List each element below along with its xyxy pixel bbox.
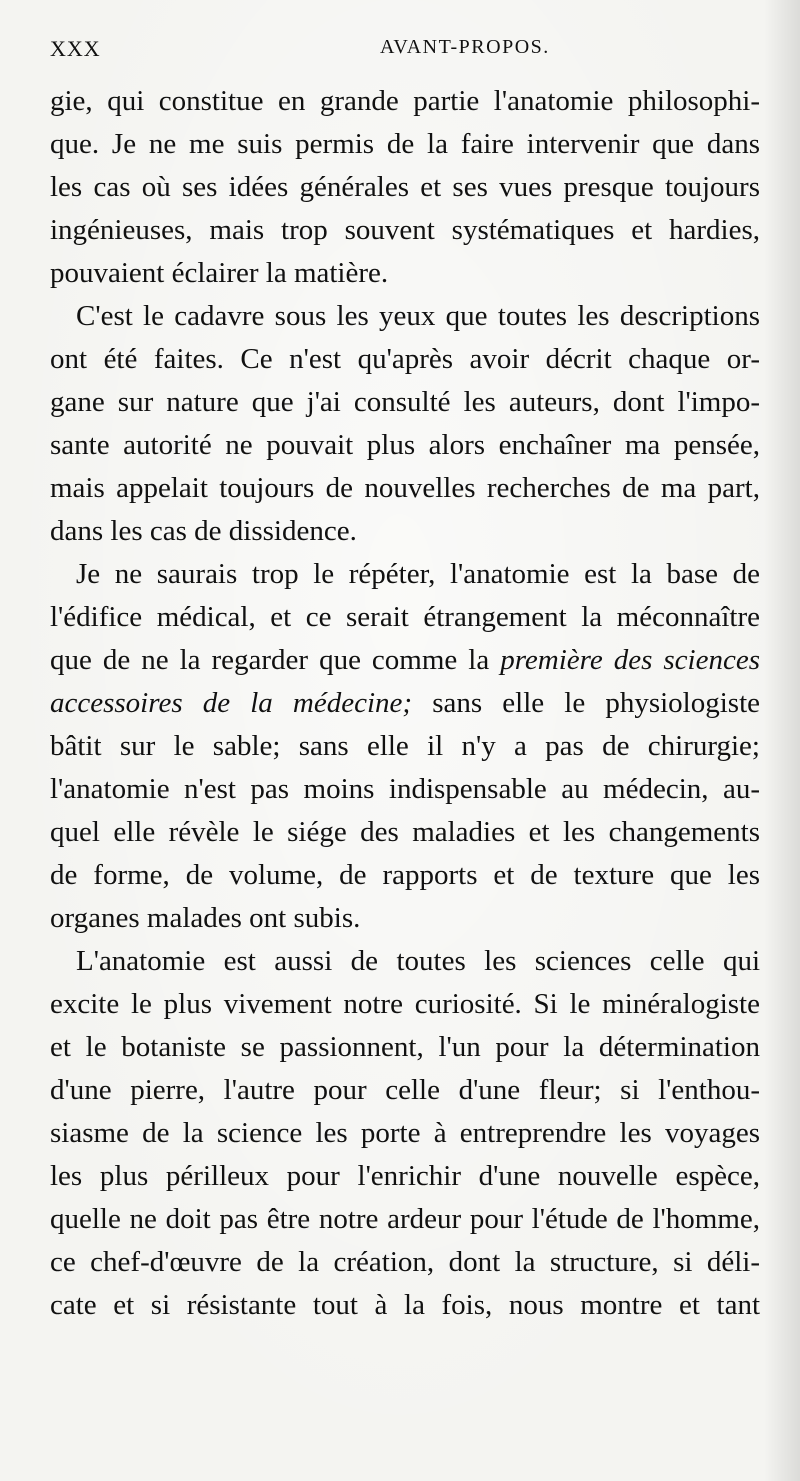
text-line: que de ne la regarder que comme la première des sciences — [50, 644, 760, 676]
italic-phrase: première des sciences — [500, 644, 760, 676]
page-edge-shadow — [764, 0, 800, 1481]
text-line: siasme de la science les porte à entreprendre les voyages — [50, 1117, 760, 1149]
text-line: Je ne saurais trop le répéter, l'anatomie est la base de — [76, 558, 760, 590]
text-line: de forme, de volume, de rapports et de texture que les — [50, 859, 760, 891]
text-line: pouvaient éclairer la matière. — [50, 257, 389, 289]
italic-phrase: accessoires de la médecine; — [50, 687, 413, 719]
running-head: AVANT-PROPOS. — [380, 36, 550, 58]
text-line: les cas où ses idées générales et ses vues presque toujours — [50, 171, 760, 203]
text-line: cate et si résistante tout à la fois, nous montre et tant — [50, 1289, 760, 1321]
text-line: excite le plus vivement notre curiosité. Si le minéralogiste — [50, 988, 760, 1020]
text-line: l'anatomie n'est pas moins indispensable au médecin, au- — [50, 773, 760, 805]
text-line: d'une pierre, l'autre pour celle d'une fleur; si l'enthou- — [50, 1074, 760, 1106]
text-line: gane sur nature que j'ai consulté les auteurs, dont l'impo- — [50, 386, 760, 418]
text-line: l'édifice médical, et ce serait étrangement la méconnaître — [50, 601, 760, 633]
text-line: dans les cas de dissidence. — [50, 515, 357, 547]
text-line: que. Je ne me suis permis de la faire intervenir que dans — [50, 128, 760, 160]
text-line: sante autorité ne pouvait plus alors enchaîner ma pensée, — [50, 429, 760, 461]
text-line: C'est le cadavre sous les yeux que toutes les descriptions — [76, 300, 760, 332]
body-text — [50, 80, 760, 1327]
text-line: L'anatomie est aussi de toutes les sciences celle qui — [76, 945, 760, 977]
text-line: accessoires de la médecine; sans elle le physiologiste — [50, 687, 760, 719]
text-line: quel elle révèle le siége des maladies et les changements — [50, 816, 760, 848]
text-line: les plus périlleux pour l'enrichir d'une nouvelle espèce, — [50, 1160, 760, 1192]
text-line: organes malades ont subis. — [50, 902, 361, 934]
page-header — [50, 36, 760, 64]
text-line: ce chef-d'œuvre de la création, dont la structure, si déli- — [50, 1246, 760, 1278]
text-line: quelle ne doit pas être notre ardeur pour l'étude de l'homme, — [50, 1203, 760, 1235]
text-line: et le botaniste se passionnent, l'un pour la détermination — [50, 1031, 760, 1063]
page-number: XXX — [50, 36, 101, 61]
text-line: mais appelait toujours de nouvelles recherches de ma part, — [50, 472, 760, 504]
text-line: gie, qui constitue en grande partie l'anatomie philosophi- — [50, 85, 760, 117]
text-line: bâtit sur le sable; sans elle il n'y a pas de chirurgie; — [50, 730, 760, 762]
text-line: ingénieuses, mais trop souvent systématiques et hardies, — [50, 214, 760, 246]
text-line: ont été faites. Ce n'est qu'après avoir décrit chaque or- — [50, 343, 760, 375]
